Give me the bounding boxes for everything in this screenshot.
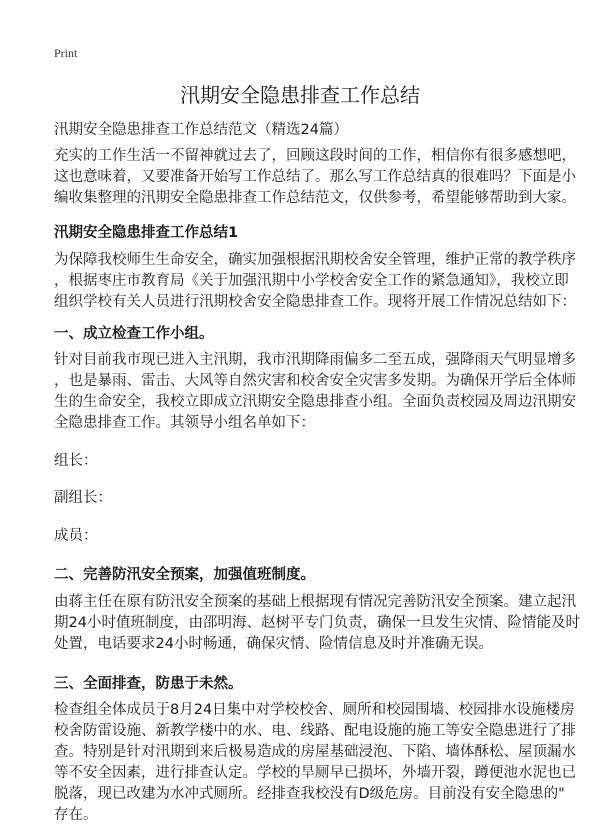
- text-line: 脱落，现已改建为水冲式厕所。经排查我校没有D级危房。目前没有安全隐患的": [54, 786, 565, 802]
- text-line: ，根据枣庄市教育局《关于加强汛期中小学校舍安全工作的紧急通知》，我校立即: [54, 273, 569, 289]
- text-line: 检查组全体成员于8月24日集中对学校校舍、厕所和校园围墙、校园排水设施楼房: [54, 702, 575, 718]
- text-line: ，也是暴雨、雷击、大风等自然灾害和校舍安全灾害多发期。为确保开学后全体师: [54, 373, 576, 389]
- subtitle-text: 汛期安全隐患排查工作总结范文（精选24篇）: [54, 122, 348, 138]
- text-line: 这也意味着，又要准备开始写工作总结了。那么写工作总结真的很难吗？下面是小: [54, 169, 576, 185]
- heading-2: 二、完善防汛安全预案，加强值班制度。: [54, 567, 315, 583]
- document-title: 汛期安全隐患排查工作总结: [180, 83, 420, 107]
- heading-1: 一、成立检查工作小组。: [54, 326, 214, 342]
- text-line: 处置，电话要求24小时畅通，确保灾情、险情信息及时并准确无误。: [54, 636, 493, 652]
- text-line: 期24小时值班制度，由邵明海、赵树平专门负责，确保一旦发生灾情、险情能及时: [54, 615, 580, 631]
- text-line: 充实的工作生活一不留神就过去了，回顾这段时间的工作，相信你有很多感想吧，: [54, 148, 576, 164]
- text-line: 校舍防雷设施、新教学楼中的水、电、线路、配电设施的施工等安全隐患进行了排: [54, 723, 576, 739]
- section-heading: 汛期安全隐患排查工作总结1: [54, 225, 239, 241]
- heading-3: 三、全面排查，防患于未然。: [54, 676, 243, 692]
- text-line: 存在。: [54, 807, 98, 823]
- paragraph-1: [54, 250, 574, 313]
- text-line: 由蒋主任在原有防汛安全预案的基础上根据现有情况完善防汛安全预案。建立起汛: [54, 594, 576, 610]
- members-label: [54, 526, 574, 547]
- text-line: 生的生命安全，我校立即成立汛期安全隐患排查小组。全面负责校园及周边汛期安: [54, 394, 576, 410]
- paragraph-2: [54, 350, 574, 434]
- vice-leader-label: [54, 488, 574, 509]
- vice-leader-text: 副组长：: [54, 490, 112, 506]
- text-line: 查。特别是针对汛期到来后极易造成的房屋基础浸泡、下陷、墙体酥松、屋顶漏水: [54, 744, 576, 760]
- leader-text: 组长：: [54, 453, 98, 469]
- paragraph-3: [54, 592, 580, 655]
- leader-label: [54, 451, 574, 472]
- intro-paragraph: [54, 146, 574, 209]
- text-line: 编收集整理的汛期安全隐患排查工作总结范文，仅供参考，希望能够帮助到大家。: [54, 190, 576, 206]
- text-line: 为保障我校师生生命安全，确实加强根据汛期校舍安全管理，维护正常的教学秩序: [54, 252, 576, 268]
- paragraph-4: [54, 700, 574, 826]
- members-text: 成员：: [54, 528, 98, 544]
- text-line: 全隐患排查工作。其领导小组名单如下：: [54, 415, 315, 431]
- print-link[interactable]: Print: [54, 46, 78, 60]
- text-line: 等不安全因素，进行排查认定。学校的旱厕早已损坏，外墙开裂，蹲便池水泥也已: [54, 765, 576, 781]
- text-line: 组织学校有关人员进行汛期校舍安全隐患排查工作。现将开展工作情况总结如下：: [54, 294, 576, 310]
- text-line: 针对目前我市现已进入主汛期，我市汛期降雨偏多二至五成，强降雨天气明显增多: [54, 352, 576, 368]
- document-subtitle: [54, 120, 574, 141]
